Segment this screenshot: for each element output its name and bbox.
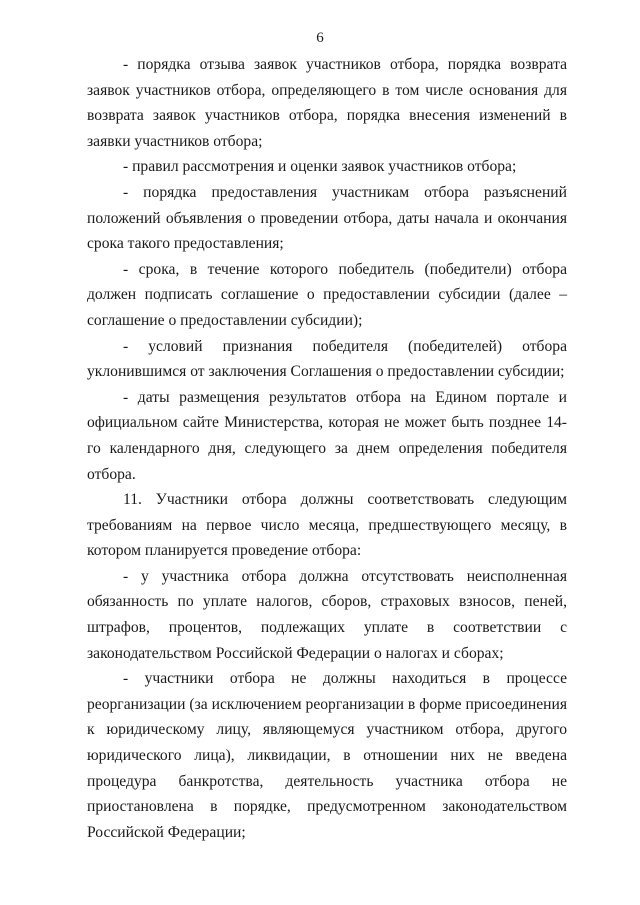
paragraph-agreement-term: - срока, в течение которого победитель (победители) отбора должен подписать соглашение о предоставлении субсидии (далее – соглашение о предоставлении субсидии);: [87, 260, 567, 329]
paragraph-evasion-conditions: - условий признания победителя (победителей) отбора уклонившимся от заключения Соглашения о предоставлении субсидии;: [87, 337, 567, 381]
paragraph-withdrawal-procedure: - порядка отзыва заявок участников отбора, порядка возврата заявок участников отбора, определяющего в том числе основания для возврата заявок участников отбора, порядка внесения изменений в заявки участников отбора;: [87, 56, 567, 150]
page-number: 6: [316, 30, 324, 46]
paragraph-results-publication: - даты размещения результатов отбора на Едином портале и официальном сайте Министерства, которая не может быть позднее 14-го календарного дня, следующего за днем определения победителя отбора.: [87, 388, 567, 483]
paragraph-reorganization: - участники отбора не должны находиться в процессе реорганизации (за исключением реорганизации в форме присоединения к юридическому лицу, являющемуся участником отбора, другого юридического лица), ликвидации, в отношении них не введена процедура банкротства, деятельность участника отбора не приостановлена в порядке, предусмотренном законодательством Российской Федерации;: [87, 670, 567, 841]
paragraph-section-11: 11. Участники отбора должны соответствовать следующим требованиям на первое число месяца, предшествующего месяцу, в котором планируется проведение отбора:: [87, 491, 567, 560]
document-body: [87, 52, 567, 845]
paragraph-tax-obligations: - у участника отбора должна отсутствовать неисполненная обязанность по уплате налогов, сборов, страховых взносов, пеней, штрафов, процентов, подлежащих уплате в соответствии с законодательством Российской Федерации о налогах и сборах;: [87, 567, 567, 662]
paragraph-clarification-procedure: - порядка предоставления участникам отбора разъяснений положений объявления о проведении отбора, даты начала и окончания срока такого предоставления;: [87, 183, 567, 253]
paragraph-review-rules: - правил рассмотрения и оценки заявок участников отбора;: [123, 158, 517, 176]
